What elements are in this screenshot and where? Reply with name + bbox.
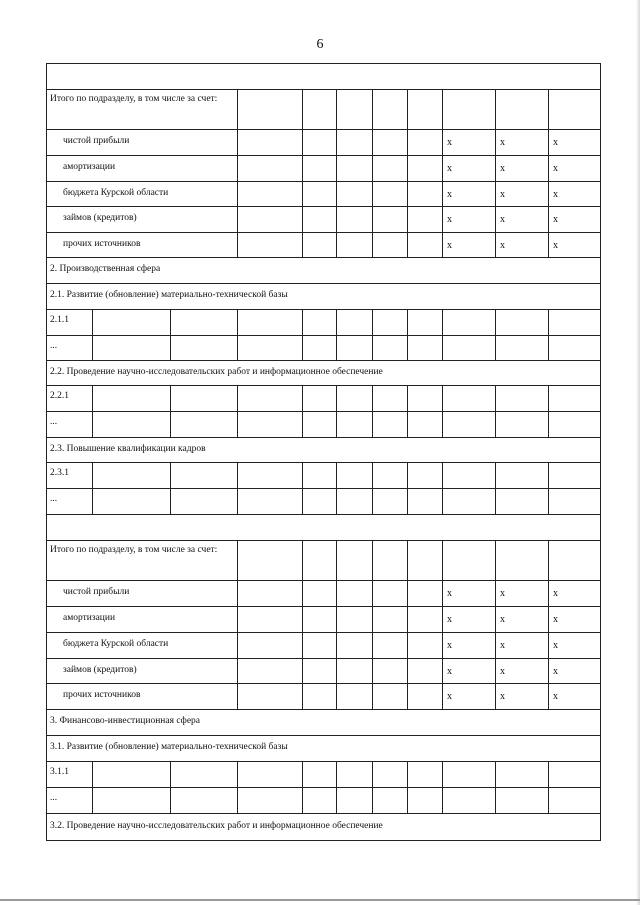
- not-applicable-mark: x: [447, 691, 452, 702]
- column-rule: [407, 181, 408, 206]
- column-rule: [407, 580, 408, 606]
- not-applicable-mark: x: [553, 665, 558, 677]
- column-rule: [372, 761, 373, 787]
- column-rule: [548, 606, 549, 632]
- column-rule: [302, 232, 303, 257]
- column-rule: [302, 761, 303, 787]
- column-rule: [302, 580, 303, 606]
- item-code: ...: [50, 793, 58, 803]
- not-applicable-mark: x: [553, 163, 558, 174]
- column-rule: [92, 335, 93, 360]
- row-rule: [46, 155, 601, 156]
- row-rule: [46, 309, 601, 310]
- not-applicable-mark: x: [447, 188, 452, 200]
- column-rule: [442, 658, 443, 683]
- not-applicable-mark: x: [553, 640, 558, 651]
- not-applicable-mark: x: [553, 588, 558, 599]
- column-rule: [495, 658, 496, 683]
- column-rule: [548, 89, 549, 129]
- row-rule: [46, 658, 601, 659]
- column-rule: [495, 632, 496, 658]
- column-rule: [237, 787, 238, 813]
- not-applicable-mark: x: [447, 640, 452, 651]
- row-rule: [46, 63, 601, 64]
- not-applicable-mark: x: [553, 188, 558, 200]
- column-rule: [372, 181, 373, 206]
- column-rule: [92, 385, 93, 411]
- not-applicable-mark: x: [500, 691, 505, 702]
- column-rule: [548, 540, 549, 580]
- column-rule: [548, 232, 549, 257]
- column-rule: [336, 181, 337, 206]
- column-rule: [548, 462, 549, 488]
- column-rule: [372, 155, 373, 181]
- source-label: займов (кредитов): [63, 664, 137, 675]
- column-rule: [495, 761, 496, 787]
- column-rule: [407, 606, 408, 632]
- column-rule: [92, 488, 93, 514]
- page-number: 6: [316, 37, 324, 52]
- not-applicable-mark: x: [447, 137, 452, 148]
- column-rule: [336, 309, 337, 335]
- column-rule: [407, 761, 408, 787]
- not-applicable-mark: x: [447, 614, 452, 625]
- column-rule: [407, 232, 408, 257]
- column-rule: [336, 411, 337, 437]
- column-rule: [495, 181, 496, 206]
- column-rule: [442, 335, 443, 360]
- column-rule: [237, 309, 238, 335]
- row-rule: [46, 385, 601, 386]
- subsection-heading: 2.1. Развитие (обновление) материально-технической базы: [50, 290, 288, 300]
- column-rule: [237, 206, 238, 232]
- column-rule: [302, 335, 303, 360]
- column-rule: [372, 683, 373, 709]
- not-applicable-mark: x: [553, 691, 558, 702]
- column-rule: [495, 335, 496, 360]
- column-rule: [372, 206, 373, 232]
- column-rule: [170, 335, 171, 360]
- column-rule: [92, 309, 93, 335]
- column-rule: [442, 606, 443, 632]
- column-rule: [237, 462, 238, 488]
- column-rule: [442, 155, 443, 181]
- not-applicable-mark: x: [500, 163, 505, 174]
- column-rule: [237, 129, 238, 155]
- column-rule: [548, 632, 549, 658]
- column-rule: [548, 580, 549, 606]
- column-rule: [442, 129, 443, 155]
- column-rule: [336, 89, 337, 129]
- column-rule: [407, 658, 408, 683]
- not-applicable-mark: x: [500, 188, 505, 200]
- column-rule: [336, 462, 337, 488]
- column-rule: [442, 385, 443, 411]
- column-rule: [302, 155, 303, 181]
- column-rule: [442, 206, 443, 232]
- column-rule: [336, 658, 337, 683]
- column-rule: [548, 181, 549, 206]
- column-rule: [372, 632, 373, 658]
- column-rule: [372, 129, 373, 155]
- table-border-right: [600, 63, 601, 840]
- column-rule: [170, 787, 171, 813]
- source-label: прочих источников: [63, 690, 141, 700]
- column-rule: [407, 309, 408, 335]
- subsection-heading: 3.1. Развитие (обновление) материально-технической базы: [50, 742, 288, 752]
- column-rule: [442, 580, 443, 606]
- column-rule: [237, 385, 238, 411]
- not-applicable-mark: x: [553, 137, 558, 148]
- not-applicable-mark: x: [500, 214, 505, 225]
- not-applicable-mark: x: [500, 614, 505, 625]
- column-rule: [92, 462, 93, 488]
- column-rule: [92, 787, 93, 813]
- column-rule: [237, 89, 238, 129]
- column-rule: [548, 385, 549, 411]
- not-applicable-mark: x: [553, 239, 558, 251]
- not-applicable-mark: x: [447, 665, 452, 677]
- not-applicable-mark: x: [500, 665, 505, 677]
- column-rule: [548, 787, 549, 813]
- item-code: 2.1.1: [50, 315, 69, 325]
- column-rule: [442, 540, 443, 580]
- column-rule: [548, 683, 549, 709]
- column-rule: [442, 683, 443, 709]
- column-rule: [407, 540, 408, 580]
- column-rule: [442, 462, 443, 488]
- subsection-heading: 3.2. Проведение научно-исследовательских работ и информационное обеспечение: [50, 820, 383, 831]
- column-rule: [237, 232, 238, 257]
- column-rule: [495, 89, 496, 129]
- column-rule: [372, 540, 373, 580]
- column-rule: [237, 606, 238, 632]
- item-code: 2.2.1: [50, 391, 69, 401]
- row-rule: [46, 514, 601, 515]
- column-rule: [170, 385, 171, 411]
- column-rule: [302, 683, 303, 709]
- not-applicable-mark: x: [500, 640, 505, 651]
- section-heading: 3. Финансово-инвестиционная сфера: [50, 716, 200, 726]
- row-rule: [46, 580, 601, 581]
- column-rule: [336, 385, 337, 411]
- column-rule: [495, 411, 496, 437]
- row-rule: [46, 540, 601, 541]
- row-rule: [46, 632, 601, 633]
- item-code: 2.3.1: [50, 468, 69, 478]
- column-rule: [302, 462, 303, 488]
- row-rule: [46, 813, 601, 814]
- column-rule: [442, 411, 443, 437]
- column-rule: [495, 606, 496, 632]
- column-rule: [495, 580, 496, 606]
- column-rule: [302, 540, 303, 580]
- column-rule: [336, 761, 337, 787]
- column-rule: [237, 658, 238, 683]
- column-rule: [302, 89, 303, 129]
- section-heading: 2. Производственная сфера: [50, 264, 161, 274]
- column-rule: [336, 206, 337, 232]
- column-rule: [495, 462, 496, 488]
- subsection-heading: 2.3. Повышение квалификации кадров: [50, 443, 206, 454]
- row-rule: [46, 488, 601, 489]
- column-rule: [170, 761, 171, 787]
- column-rule: [372, 385, 373, 411]
- column-rule: [372, 658, 373, 683]
- column-rule: [548, 658, 549, 683]
- row-rule: [46, 683, 601, 684]
- column-rule: [495, 232, 496, 257]
- column-rule: [302, 206, 303, 232]
- row-rule: [46, 232, 601, 233]
- column-rule: [302, 309, 303, 335]
- column-rule: [407, 385, 408, 411]
- bottom-rule: [0, 899, 640, 901]
- column-rule: [336, 232, 337, 257]
- item-code: ...: [50, 341, 58, 351]
- subtotal-label: Итого по подразделу, в том числе за счет:: [50, 545, 218, 555]
- column-rule: [372, 606, 373, 632]
- column-rule: [495, 540, 496, 580]
- row-rule: [46, 761, 601, 762]
- column-rule: [407, 206, 408, 232]
- subsection-heading: 2.2. Проведение научно-исследовательских работ и информационное обеспечение: [50, 366, 383, 377]
- column-rule: [302, 606, 303, 632]
- column-rule: [442, 787, 443, 813]
- column-rule: [336, 580, 337, 606]
- column-rule: [302, 385, 303, 411]
- column-rule: [302, 787, 303, 813]
- column-rule: [170, 488, 171, 514]
- column-rule: [302, 181, 303, 206]
- column-rule: [407, 488, 408, 514]
- column-rule: [170, 411, 171, 437]
- row-rule: [46, 411, 601, 412]
- column-rule: [548, 155, 549, 181]
- column-rule: [495, 787, 496, 813]
- column-rule: [237, 488, 238, 514]
- column-rule: [407, 335, 408, 360]
- row-rule: [46, 89, 601, 90]
- column-rule: [442, 632, 443, 658]
- column-rule: [336, 632, 337, 658]
- source-label: амортизации: [63, 162, 116, 172]
- row-rule: [46, 735, 601, 736]
- column-rule: [237, 155, 238, 181]
- row-rule: [46, 181, 601, 182]
- column-rule: [302, 632, 303, 658]
- column-rule: [237, 683, 238, 709]
- column-rule: [372, 89, 373, 129]
- column-rule: [237, 540, 238, 580]
- row-rule: [46, 283, 601, 284]
- source-label: займов (кредитов): [63, 213, 137, 223]
- column-rule: [302, 129, 303, 155]
- column-rule: [372, 411, 373, 437]
- column-rule: [495, 129, 496, 155]
- source-label: бюджета Курской области: [63, 187, 169, 198]
- item-code: 3.1.1: [50, 767, 69, 777]
- not-applicable-mark: x: [447, 163, 452, 174]
- column-rule: [495, 155, 496, 181]
- column-rule: [442, 488, 443, 514]
- column-rule: [548, 206, 549, 232]
- column-rule: [372, 488, 373, 514]
- column-rule: [336, 335, 337, 360]
- not-applicable-mark: x: [447, 239, 452, 251]
- column-rule: [495, 309, 496, 335]
- column-rule: [336, 488, 337, 514]
- column-rule: [336, 606, 337, 632]
- not-applicable-mark: x: [447, 214, 452, 225]
- row-rule: [46, 257, 601, 258]
- source-label: чистой прибыли: [63, 587, 130, 597]
- column-rule: [336, 787, 337, 813]
- column-rule: [495, 488, 496, 514]
- column-rule: [495, 385, 496, 411]
- column-rule: [237, 580, 238, 606]
- column-rule: [442, 89, 443, 129]
- item-code: ...: [50, 417, 58, 427]
- not-applicable-mark: x: [500, 588, 505, 599]
- column-rule: [336, 683, 337, 709]
- column-rule: [372, 462, 373, 488]
- not-applicable-mark: x: [447, 588, 452, 599]
- column-rule: [495, 683, 496, 709]
- column-rule: [407, 462, 408, 488]
- source-label: бюджета Курской области: [63, 639, 169, 649]
- column-rule: [442, 761, 443, 787]
- column-rule: [372, 309, 373, 335]
- row-rule: [46, 335, 601, 336]
- row-rule: [46, 129, 601, 130]
- column-rule: [302, 658, 303, 683]
- not-applicable-mark: x: [553, 614, 558, 625]
- column-rule: [407, 632, 408, 658]
- item-code: ...: [50, 494, 58, 504]
- source-label: прочих источников: [63, 238, 141, 249]
- column-rule: [336, 129, 337, 155]
- row-rule: [46, 206, 601, 207]
- column-rule: [336, 155, 337, 181]
- column-rule: [548, 761, 549, 787]
- column-rule: [442, 181, 443, 206]
- column-rule: [237, 411, 238, 437]
- row-rule: [46, 360, 601, 361]
- column-rule: [372, 787, 373, 813]
- column-rule: [302, 411, 303, 437]
- row-rule: [46, 606, 601, 607]
- column-rule: [92, 411, 93, 437]
- column-rule: [302, 488, 303, 514]
- column-rule: [548, 335, 549, 360]
- column-rule: [170, 462, 171, 488]
- column-rule: [407, 787, 408, 813]
- column-rule: [407, 155, 408, 181]
- column-rule: [495, 206, 496, 232]
- not-applicable-mark: x: [500, 137, 505, 148]
- column-rule: [442, 232, 443, 257]
- table-border-left: [46, 63, 47, 840]
- column-rule: [237, 181, 238, 206]
- row-rule: [46, 787, 601, 788]
- column-rule: [548, 129, 549, 155]
- column-rule: [237, 335, 238, 360]
- row-rule: [46, 709, 601, 710]
- column-rule: [407, 683, 408, 709]
- column-rule: [336, 540, 337, 580]
- subtotal-label: Итого по подразделу, в том числе за счет:: [50, 94, 218, 104]
- column-rule: [548, 309, 549, 335]
- row-rule: [46, 437, 601, 438]
- column-rule: [407, 411, 408, 437]
- column-rule: [237, 632, 238, 658]
- scan-edge-shadow: [636, 0, 640, 905]
- column-rule: [372, 232, 373, 257]
- not-applicable-mark: x: [500, 239, 505, 251]
- column-rule: [407, 129, 408, 155]
- source-label: чистой прибыли: [63, 136, 130, 146]
- source-label: амортизации: [63, 613, 116, 623]
- column-rule: [372, 335, 373, 360]
- column-rule: [170, 309, 171, 335]
- row-rule: [46, 462, 601, 463]
- column-rule: [548, 411, 549, 437]
- column-rule: [442, 309, 443, 335]
- column-rule: [548, 488, 549, 514]
- column-rule: [372, 580, 373, 606]
- row-rule: [46, 840, 601, 841]
- column-rule: [92, 761, 93, 787]
- column-rule: [407, 89, 408, 129]
- column-rule: [237, 761, 238, 787]
- not-applicable-mark: x: [553, 214, 558, 225]
